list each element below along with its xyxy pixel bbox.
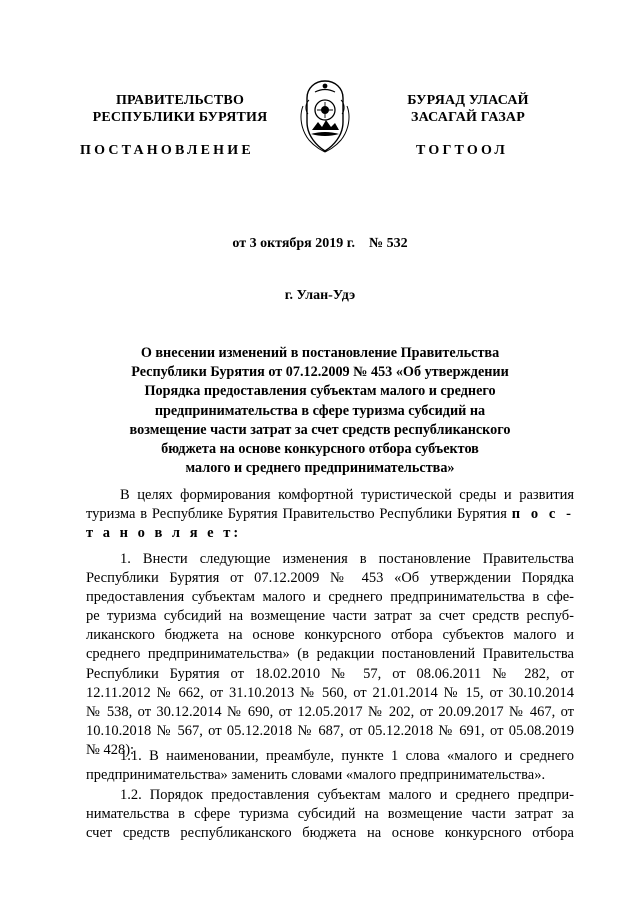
title-line: О внесении изменений в постановление Правительства xyxy=(140,345,500,361)
body-line: 10.10.2018 № 567, от 05.12.2018 № 687, от 05.12.2018 № 691, от 05.08.2019 xyxy=(86,722,574,739)
body-line: В целях формирования комфортной туристической среды и развития xyxy=(120,487,574,503)
body-line xyxy=(86,505,574,524)
preamble-paragraph xyxy=(86,486,574,543)
body-line: предпринимательства» заменить словами «малого предпринимательства». xyxy=(86,767,546,784)
point-1-1-paragraph xyxy=(86,747,574,785)
body-line: 1. Внести следующие изменения в постановление Правительства xyxy=(120,551,574,567)
title-line: бюджета на основе конкурсного отбора субъектов xyxy=(161,441,479,458)
header-right-line-2: ЗАСАГАЙ ГАЗАР xyxy=(410,110,525,125)
resolves-keyword-part-2: т а н о в л я е т: xyxy=(86,525,242,542)
document-title xyxy=(110,344,530,478)
title-line: малого и среднего предпринимательства» xyxy=(185,460,455,477)
preamble-text: туризма в Республике Бурятия Правительство Республики Бурятия xyxy=(86,506,512,523)
body-line: предоставления субъектам малого и среднего предпринимательства в сфе- xyxy=(86,589,574,606)
date-and-number: от 3 октября 2019 г. № 532 xyxy=(232,236,408,251)
title-line: возмещение части затрат за счет средств республиканского xyxy=(129,421,511,438)
resolves-keyword-part-1: п о с - xyxy=(511,506,574,523)
document-type-russian: ПОСТАНОВЛЕНИЕ xyxy=(80,143,254,158)
header-left-block xyxy=(70,92,290,126)
point-1-paragraph xyxy=(86,550,574,760)
body-line: счет средств республиканского бюджета на основе конкурсного отбора xyxy=(86,825,574,842)
body-line: № 428): xyxy=(86,741,135,758)
point-1-2-paragraph xyxy=(86,786,574,843)
body-line: ре туризма субсидий на возмещение части затрат за счет средств респуб- xyxy=(86,608,574,625)
header-left-line-2: РЕСПУБЛИКИ БУРЯТИЯ xyxy=(92,110,268,125)
title-line: предпринимательства в сфере туризма субсидий на xyxy=(154,402,486,419)
body-line: нимательства в сфере туризма субсидий на возмещение части затрат за xyxy=(86,806,574,823)
title-line: Порядка предоставления субъектам малого и среднего xyxy=(144,383,496,400)
body-line: 1.1. В наименовании, преамбуле, пункте 1 слова «малого и среднего xyxy=(120,748,574,764)
header-right-block xyxy=(378,92,558,126)
body-line: Республики Бурятия от 18.02.2010 № 57, от 08.06.2011 № 282, от xyxy=(86,665,574,682)
header-left-line-1: ПРАВИТЕЛЬСТВО xyxy=(115,93,245,108)
body-line: № 538, от 30.12.2014 № 690, от 12.05.2017 № 202, от 20.09.2017 № 467, от xyxy=(86,703,574,720)
coat-of-arms-icon xyxy=(295,78,355,154)
body-line: Республики Бурятия от 07.12.2009 № 453 «Об утверждении Порядка xyxy=(86,570,574,587)
body-line: ликанского бюджета на основе конкурсного отбора субъектов малого и xyxy=(86,627,574,644)
document-type-buryat: ТОГТООЛ xyxy=(416,143,509,158)
body-line: среднего предпринимательства» (в редакции постановлений Правительства xyxy=(86,646,574,663)
city-line: г. Улан-Удэ xyxy=(284,288,356,303)
body-line: 12.11.2012 № 662, от 31.10.2013 № 560, от 21.01.2014 № 15, от 30.10.2014 xyxy=(86,684,574,701)
header-right-line-1: БУРЯАД УЛАСАЙ xyxy=(407,93,529,108)
body-line: 1.2. Порядок предоставления субъектам малого и среднего предпри- xyxy=(120,787,574,803)
title-line: Республики Бурятия от 07.12.2009 № 453 «Об утверждении xyxy=(131,364,509,381)
